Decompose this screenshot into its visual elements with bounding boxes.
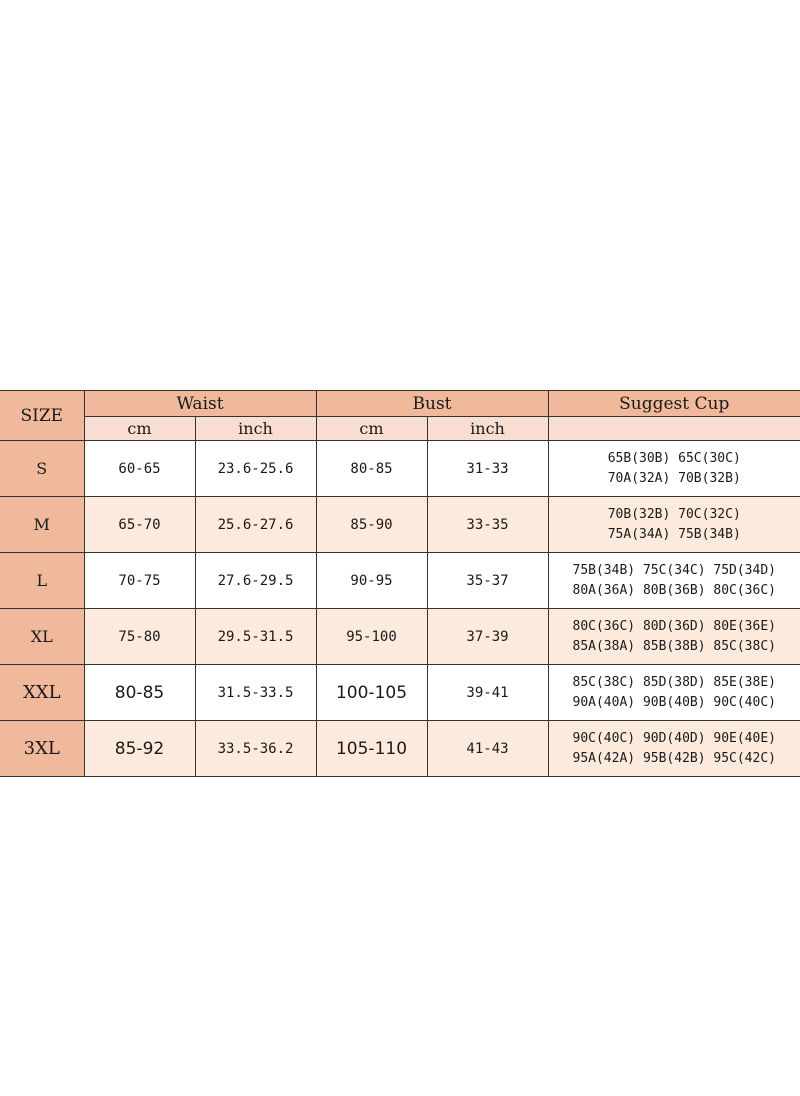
cup-cell [548,553,800,609]
table-row [0,497,800,553]
cup-cell [548,721,800,777]
bust-inch-cell: 41-43 [427,721,548,777]
table-row [0,609,800,665]
waist-cm-cell: 70-75 [84,553,195,609]
bust-cm-cell: 100-105 [316,665,427,721]
bust-inch-cell: 37-39 [427,609,548,665]
cup-line: 80C(36C) 80D(36D) 80E(36E) [572,618,776,634]
waist-inch-cell: 27.6-29.5 [195,553,316,609]
waist-inch-cell: 33.5-36.2 [195,721,316,777]
bust-inch-header: inch [427,417,548,441]
cup-line: 85A(38A) 85B(38B) 85C(38C) [572,638,776,654]
size-cell: XL [0,609,84,665]
bust-inch-cell: 31-33 [427,441,548,497]
waist-inch-cell: 29.5-31.5 [195,609,316,665]
waist-cm-cell: 85-92 [84,721,195,777]
cup-subheader [548,417,800,441]
cup-line: 75B(34B) 75C(34C) 75D(34D) [572,562,776,578]
cup-line: 70B(32B) 70C(32C) [607,506,741,522]
size-cell: M [0,497,84,553]
cup-line: 75A(34A) 75B(34B) [607,526,741,542]
size-cell: 3XL [0,721,84,777]
cup-line: 70A(32A) 70B(32B) [607,470,741,486]
size-cell: L [0,553,84,609]
size-chart-table [0,390,800,777]
table-row [0,553,800,609]
cup-cell [548,609,800,665]
waist-cm-header: cm [84,417,195,441]
cup-header: Suggest Cup [548,391,800,417]
cup-cell [548,665,800,721]
table-row [0,721,800,777]
table-row [0,665,800,721]
waist-header: Waist [84,391,316,417]
waist-inch-cell: 25.6-27.6 [195,497,316,553]
bust-cm-cell: 90-95 [316,553,427,609]
waist-cm-cell: 75-80 [84,609,195,665]
size-cell: XXL [0,665,84,721]
bust-inch-cell: 35-37 [427,553,548,609]
cup-line: 90C(40C) 90D(40D) 90E(40E) [572,730,776,746]
cup-cell [548,497,800,553]
cup-line: 90A(40A) 90B(40B) 90C(40C) [572,694,776,710]
waist-cm-cell: 65-70 [84,497,195,553]
waist-inch-cell: 31.5-33.5 [195,665,316,721]
size-header: SIZE [0,391,84,441]
bust-inch-cell: 39-41 [427,665,548,721]
bust-cm-header: cm [316,417,427,441]
bust-cm-cell: 95-100 [316,609,427,665]
waist-inch-cell: 23.6-25.6 [195,441,316,497]
bust-cm-cell: 105-110 [316,721,427,777]
subheader-row [0,417,800,441]
cup-line: 85C(38C) 85D(38D) 85E(38E) [572,674,776,690]
waist-inch-header: inch [195,417,316,441]
cup-line: 95A(42A) 95B(42B) 95C(42C) [572,750,776,766]
cup-cell [548,441,800,497]
cup-line: 65B(30B) 65C(30C) [607,450,741,466]
size-cell: S [0,441,84,497]
table-row [0,441,800,497]
bust-cm-cell: 85-90 [316,497,427,553]
waist-cm-cell: 80-85 [84,665,195,721]
waist-cm-cell: 60-65 [84,441,195,497]
bust-header: Bust [316,391,548,417]
bust-inch-cell: 33-35 [427,497,548,553]
bust-cm-cell: 80-85 [316,441,427,497]
header-row [0,391,800,417]
cup-line: 80A(36A) 80B(36B) 80C(36C) [572,582,776,598]
